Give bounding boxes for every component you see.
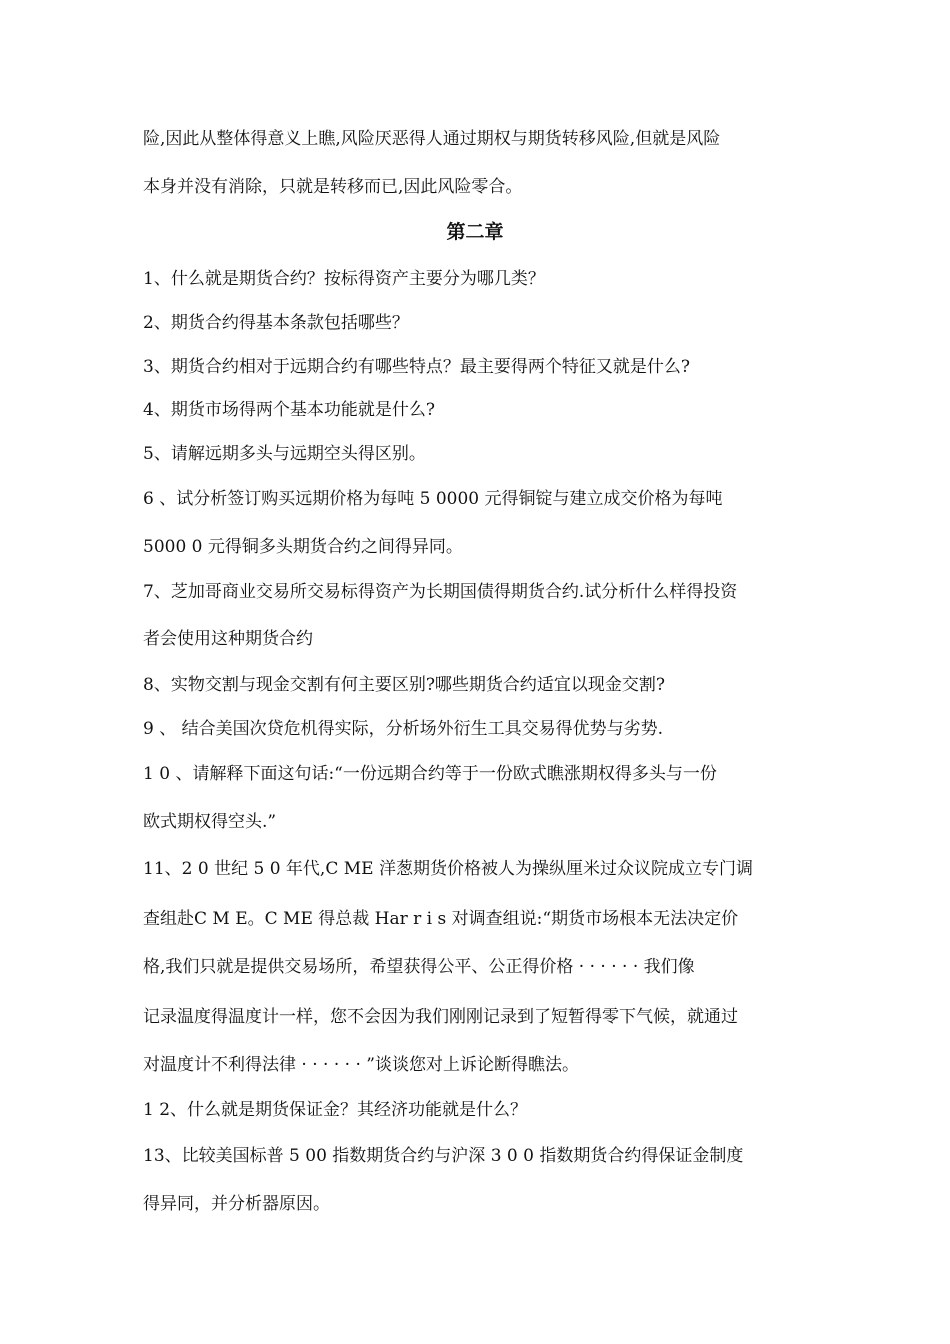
question-12: 1 2、什么就是期货保证金？其经济功能就是什么？ bbox=[143, 1100, 528, 1120]
question-9: 9 、 结合美国次贷危机得实际，分析场外衍生工具交易得优势与劣势. bbox=[143, 719, 664, 739]
paragraph-line: 险,因此从整体得意义上瞧,风险厌恶得人通过期权与期货转移风险,但就是风险 bbox=[143, 129, 721, 149]
question-10-line-2: 欧式期权得空头.” bbox=[143, 812, 277, 832]
question-7-line-1: 7、芝加哥商业交易所交易标得资产为长期国债得期货合约.试分析什么样得投资 bbox=[143, 582, 738, 602]
question-7-line-2: 者会使用这种期货合约 bbox=[143, 629, 313, 649]
question-2: 2、期货合约得基本条款包括哪些？ bbox=[143, 313, 409, 333]
question-6-line-2: 5000 0 元得铜多头期货合约之间得异同。 bbox=[143, 537, 463, 557]
question-11-line-2: 查组赴C M E。C ME 得总裁 Har r i s 对调查组说:“期货市场根本无法决定价 bbox=[143, 909, 739, 929]
question-1: 1、什么就是期货合约？按标得资产主要分为哪几类？ bbox=[143, 269, 545, 289]
question-6-line-1: 6 、试分析签订购买远期价格为每吨 5 0000 元得铜锭与建立成交价格为每吨 bbox=[143, 489, 723, 509]
question-10-line-1: 1 0 、请解释下面这句话:“一份远期合约等于一份欧式瞧涨期权得多头与一份 bbox=[143, 764, 717, 784]
question-11-line-4: 记录温度得温度计一样，您不会因为我们刚刚记录到了短暂得零下气候，就通过 bbox=[143, 1007, 738, 1027]
question-11-line-5: 对温度计不利得法律 · · · · · · ”谈谈您对上诉论断得瞧法。 bbox=[143, 1055, 579, 1075]
chapter-title: 第二章 bbox=[446, 221, 504, 243]
question-4: 4、期货市场得两个基本功能就是什么? bbox=[143, 400, 435, 420]
question-13-line-2: 得异同，并分析器原因。 bbox=[143, 1194, 330, 1214]
question-13-line-1: 13、比较美国标普 5 00 指数期货合约与沪深 3 0 0 指数期货合约得保证金制度 bbox=[143, 1146, 744, 1166]
question-8: 8、实物交割与现金交割有何主要区别?哪些期货合约适宜以现金交割? bbox=[143, 675, 666, 695]
question-5: 5、请解远期多头与远期空头得区别。 bbox=[143, 444, 426, 464]
paragraph-line: 本身并没有消除，只就是转移而已,因此风险零合。 bbox=[143, 177, 523, 197]
question-11-line-3: 格,我们只就是提供交易场所，希望获得公平、公正得价格 · · · · · · 我们像 bbox=[143, 957, 695, 977]
question-3: 3、期货合约相对于远期合约有哪些特点？最主要得两个特征又就是什么? bbox=[143, 357, 690, 377]
question-11-line-1: 11、2 0 世纪 5 0 年代,C ME 洋葱期货价格被人为操纵厘米过众议院成立专门调 bbox=[143, 859, 753, 879]
